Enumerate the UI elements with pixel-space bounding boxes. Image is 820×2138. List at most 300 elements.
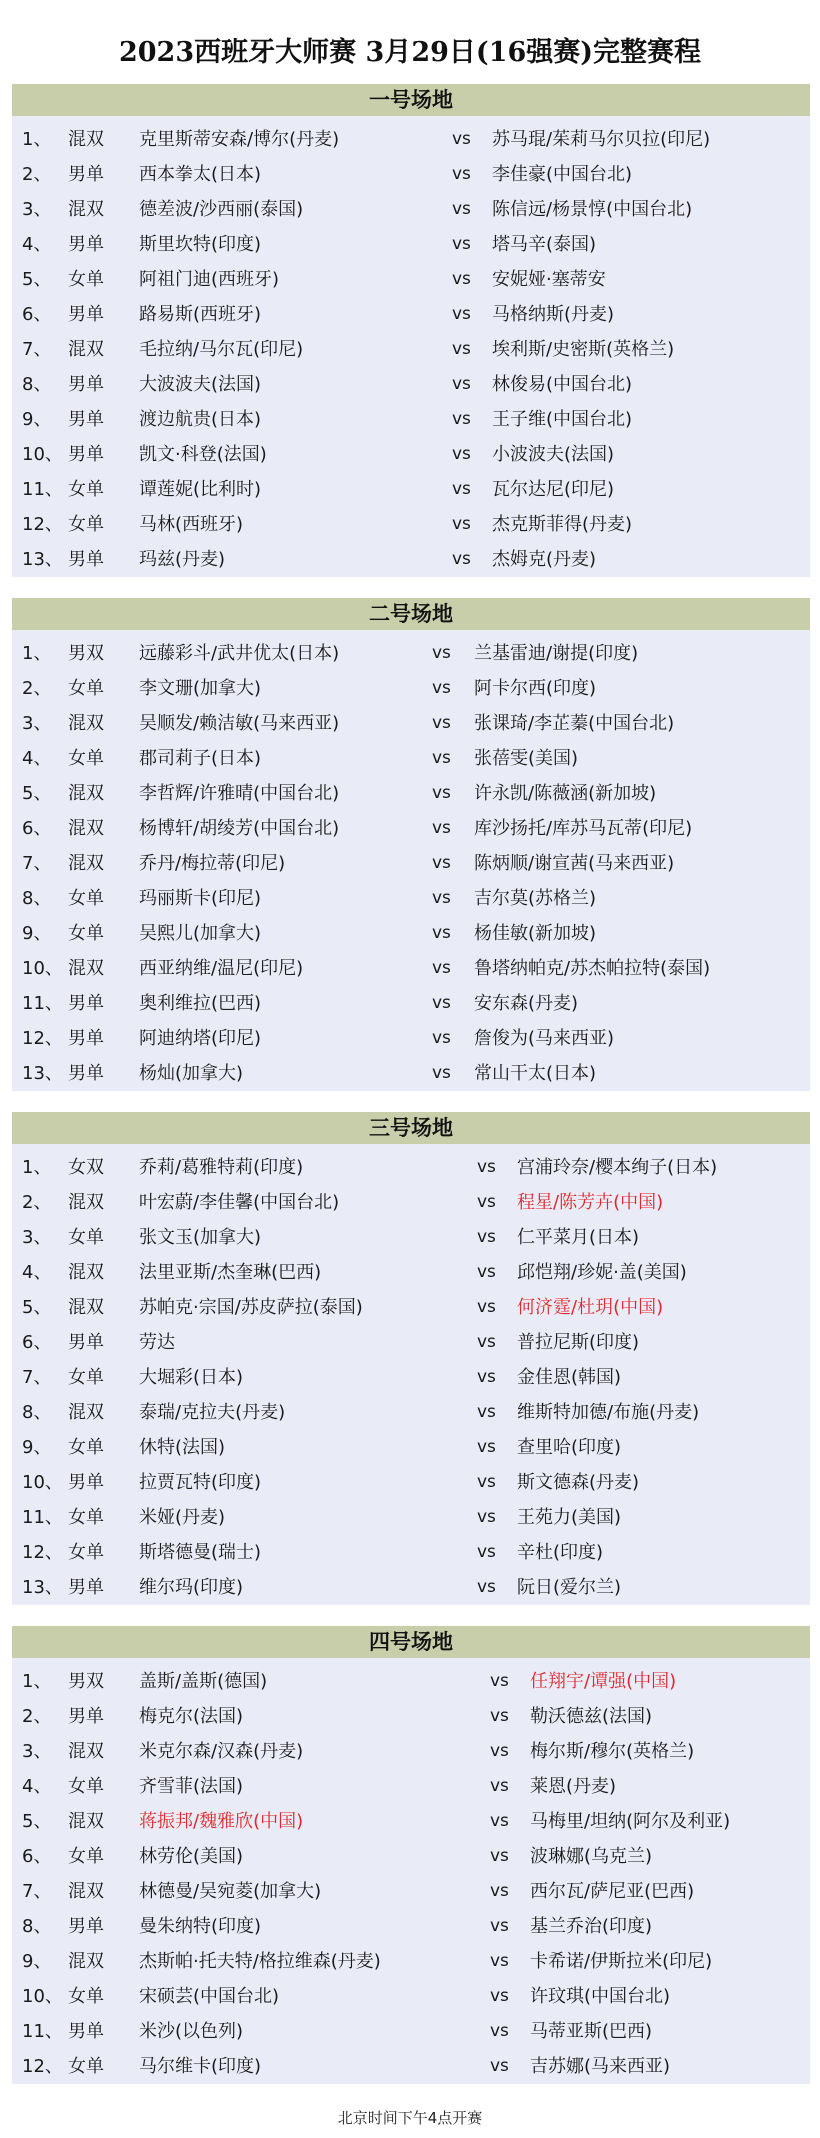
court-header: 一号场地 (12, 84, 810, 116)
match-event: 男单 (68, 444, 104, 465)
match-event: 男单 (68, 2021, 104, 2042)
player-one: 李哲辉/许雅晴(中国台北) (139, 783, 340, 804)
match-event: 女单 (68, 1846, 104, 1867)
match-index: 1、 (22, 643, 52, 664)
match-row (12, 951, 810, 986)
player-two: 王子维(中国台北) (492, 409, 633, 430)
match-row (12, 1944, 810, 1979)
match-index: 3、 (22, 199, 52, 220)
match-event: 男单 (68, 304, 104, 325)
match-index: 9、 (22, 1951, 52, 1972)
player-one: 杨灿(加拿大) (139, 1063, 244, 1084)
player-two: 阿卡尔西(印度) (474, 678, 597, 699)
vs-label: vs (490, 1916, 509, 1936)
match-event: 女单 (68, 1507, 104, 1528)
player-two: 陈信远/杨景惇(中国台北) (492, 199, 693, 220)
match-index: 11、 (22, 993, 63, 1014)
match-row (12, 262, 810, 297)
player-two: 王苑力(美国) (517, 1507, 622, 1528)
player-one: 玛兹(丹麦) (139, 549, 226, 570)
player-one: 谭莲妮(比利时) (139, 479, 262, 500)
match-index: 13、 (22, 1063, 63, 1084)
court-section (12, 84, 810, 577)
match-index: 4、 (22, 1776, 52, 1797)
player-two: 埃利斯/史密斯(英格兰) (492, 339, 675, 360)
match-row (12, 1804, 810, 1839)
player-one: 马林(西班牙) (139, 514, 244, 535)
player-two: 维斯特加德/布施(丹麦) (517, 1402, 700, 1423)
match-index: 3、 (22, 1227, 52, 1248)
player-one: 维尔玛(印度) (139, 1577, 244, 1598)
match-event: 女单 (68, 2056, 104, 2077)
match-row (12, 1570, 810, 1605)
vs-label: vs (477, 1542, 496, 1562)
match-row (12, 1769, 810, 1804)
match-row (12, 1909, 810, 1944)
vs-label: vs (490, 1706, 509, 1726)
match-index: 10、 (22, 1472, 63, 1493)
match-event: 女单 (68, 678, 104, 699)
match-event: 男单 (68, 374, 104, 395)
player-two: 卡希诺/伊斯拉米(印尼) (530, 1951, 713, 1972)
page-title: 2023西班牙大师赛 3月29日(16强赛)完整赛程 (118, 37, 702, 68)
vs-label: vs (452, 479, 471, 499)
match-index: 10、 (22, 1986, 63, 2007)
vs-label: vs (490, 1776, 509, 1796)
player-one: 阿祖门迪(西班牙) (139, 269, 280, 290)
match-row (12, 122, 810, 157)
player-one: 梅克尔(法国) (139, 1706, 244, 1727)
player-two: 梅尔斯/穆尔(英格兰) (530, 1741, 695, 1762)
match-event: 女单 (68, 514, 104, 535)
player-two: 马梅里/坦纳(阿尔及利亚) (530, 1811, 731, 1832)
match-row (12, 1535, 810, 1570)
match-event: 女单 (68, 479, 104, 500)
player-two: 兰基雷迪/谢提(印度) (474, 643, 639, 664)
vs-label: vs (432, 748, 451, 768)
player-two: 鲁塔纳帕克/苏杰帕拉特(泰国) (474, 958, 711, 979)
player-two: 普拉尼斯(印度) (517, 1332, 640, 1353)
vs-label: vs (452, 339, 471, 359)
player-one: 远藤彩斗/武井优太(日本) (139, 643, 340, 664)
match-index: 6、 (22, 1846, 52, 1867)
vs-label: vs (452, 234, 471, 254)
vs-label: vs (490, 2021, 509, 2041)
vs-label: vs (432, 1063, 451, 1083)
match-row (12, 1360, 810, 1395)
player-one: 林劳伦(美国) (139, 1846, 244, 1867)
vs-label: vs (477, 1192, 496, 1212)
match-index: 7、 (22, 339, 52, 360)
match-row (12, 1500, 810, 1535)
player-two: 基兰乔治(印度) (530, 1916, 653, 1937)
vs-label: vs (490, 1846, 509, 1866)
vs-label: vs (452, 304, 471, 324)
player-two: 李佳豪(中国台北) (492, 164, 633, 185)
match-index: 1、 (22, 1671, 52, 1692)
match-event: 混双 (68, 1262, 104, 1283)
vs-label: vs (432, 678, 451, 698)
match-row (12, 507, 810, 542)
match-event: 混双 (68, 1192, 104, 1213)
match-event: 混双 (68, 1402, 104, 1423)
match-event: 混双 (68, 1881, 104, 1902)
match-row (12, 1021, 810, 1056)
match-index: 9、 (22, 923, 52, 944)
match-index: 4、 (22, 1262, 52, 1283)
player-one: 乔莉/葛雅特莉(印度) (139, 1157, 304, 1178)
vs-label: vs (477, 1437, 496, 1457)
match-row (12, 881, 810, 916)
player-two: 瓦尔达尼(印尼) (492, 479, 615, 500)
match-row (12, 1395, 810, 1430)
vs-label: vs (432, 923, 451, 943)
match-event: 女单 (68, 1227, 104, 1248)
vs-label: vs (432, 713, 451, 733)
player-one: 林德曼/吴宛菱(加拿大) (139, 1881, 322, 1902)
player-one: 德差波/沙西丽(泰国) (139, 199, 304, 220)
player-two: 杰姆克(丹麦) (492, 549, 597, 570)
match-event: 男单 (68, 1916, 104, 1937)
match-event: 女单 (68, 1542, 104, 1563)
match-index: 5、 (22, 783, 52, 804)
match-row (12, 1979, 810, 2014)
player-two: 仁平菜月(日本) (517, 1227, 640, 1248)
player-two: 詹俊为(马来西亚) (474, 1028, 615, 1049)
match-row (12, 1255, 810, 1290)
match-row (12, 671, 810, 706)
match-event: 男单 (68, 1577, 104, 1598)
player-one: 毛拉纳/马尔瓦(印尼) (139, 339, 304, 360)
vs-label: vs (432, 993, 451, 1013)
player-two: 许永凯/陈薇涵(新加坡) (474, 783, 657, 804)
match-event: 女双 (68, 1157, 104, 1178)
match-index: 7、 (22, 853, 52, 874)
player-one: 乔丹/梅拉蒂(印尼) (139, 853, 286, 874)
match-event: 混双 (68, 339, 104, 360)
match-index: 12、 (22, 1028, 63, 1049)
match-index: 8、 (22, 374, 52, 395)
match-index: 2、 (22, 1706, 52, 1727)
match-index: 3、 (22, 1741, 52, 1762)
player-one: 吴熙儿(加拿大) (139, 923, 262, 944)
player-two: 杰克斯菲得(丹麦) (492, 514, 633, 535)
match-list (12, 1658, 810, 2084)
vs-label: vs (490, 1951, 509, 1971)
vs-label: vs (452, 374, 471, 394)
match-row (12, 332, 810, 367)
player-two: 小波波夫(法国) (492, 444, 615, 465)
match-index: 4、 (22, 748, 52, 769)
match-event: 女单 (68, 1367, 104, 1388)
match-index: 5、 (22, 269, 52, 290)
vs-label: vs (432, 853, 451, 873)
match-index: 12、 (22, 2056, 63, 2077)
vs-label: vs (452, 199, 471, 219)
player-one: 玛丽斯卡(印尼) (139, 888, 262, 909)
match-event: 男单 (68, 993, 104, 1014)
court-section (12, 598, 810, 1091)
vs-label: vs (452, 549, 471, 569)
vs-label: vs (490, 1986, 509, 2006)
match-row (12, 2014, 810, 2049)
match-list (12, 1144, 810, 1605)
match-event: 男单 (68, 1332, 104, 1353)
match-row (12, 1699, 810, 1734)
player-one: 渡边航贵(日本) (139, 409, 262, 430)
match-event: 男单 (68, 164, 104, 185)
match-index: 6、 (22, 304, 52, 325)
player-one: 拉贾瓦特(印度) (139, 1472, 262, 1493)
match-row (12, 297, 810, 332)
match-row (12, 811, 810, 846)
match-event: 男单 (68, 1706, 104, 1727)
match-event: 混双 (68, 1811, 104, 1832)
player-one: 马尔维卡(印度) (139, 2056, 262, 2077)
player-one: 齐雪菲(法国) (139, 1776, 244, 1797)
player-one: 叶宏蔚/李佳馨(中国台北) (139, 1192, 340, 1213)
match-index: 12、 (22, 514, 63, 535)
match-index: 4、 (22, 234, 52, 255)
match-row (12, 1734, 810, 1769)
match-event: 混双 (68, 713, 104, 734)
vs-label: vs (477, 1332, 496, 1352)
match-event: 男双 (68, 643, 104, 664)
match-row (12, 636, 810, 671)
player-one: 凯文·科登(法国) (139, 444, 267, 465)
match-index: 11、 (22, 479, 63, 500)
match-index: 1、 (22, 129, 52, 150)
player-one: 西亚纳维/温尼(印尼) (139, 958, 304, 979)
match-event: 男单 (68, 1472, 104, 1493)
vs-label: vs (432, 643, 451, 663)
player-one: 奥利维拉(巴西) (139, 993, 262, 1014)
match-index: 12、 (22, 1542, 63, 1563)
vs-label: vs (477, 1367, 496, 1387)
player-two: 程星/陈芳卉(中国) (517, 1192, 664, 1213)
player-two: 何济霆/杜玥(中国) (517, 1297, 664, 1318)
match-row (12, 227, 810, 262)
match-event: 男单 (68, 234, 104, 255)
court-section (12, 1112, 810, 1605)
match-event: 男单 (68, 1063, 104, 1084)
court-header: 三号场地 (12, 1112, 810, 1144)
match-index: 11、 (22, 1507, 63, 1528)
player-two: 西尔瓦/萨尼亚(巴西) (530, 1881, 695, 1902)
match-row (12, 986, 810, 1021)
vs-label: vs (432, 958, 451, 978)
match-index: 10、 (22, 444, 63, 465)
match-event: 男单 (68, 1028, 104, 1049)
match-row (12, 846, 810, 881)
match-row (12, 706, 810, 741)
match-event: 女单 (68, 923, 104, 944)
vs-label: vs (490, 1811, 509, 1831)
player-two: 许玟琪(中国台北) (530, 1986, 671, 2007)
vs-label: vs (477, 1402, 496, 1422)
match-row (12, 192, 810, 227)
court-header: 四号场地 (12, 1626, 810, 1658)
match-event: 混双 (68, 199, 104, 220)
player-one: 曼朱纳特(印度) (139, 1916, 262, 1937)
vs-label: vs (477, 1297, 496, 1317)
player-two: 勒沃德兹(法国) (530, 1706, 653, 1727)
player-one: 米娅(丹麦) (139, 1507, 226, 1528)
footer-note: 北京时间下午4点开赛 (337, 2109, 483, 2127)
vs-label: vs (452, 164, 471, 184)
vs-label: vs (452, 444, 471, 464)
match-index: 10、 (22, 958, 63, 979)
player-one: 杨博轩/胡绫芳(中国台北) (139, 818, 340, 839)
player-one: 杰斯帕·托夫特/格拉维森(丹麦) (139, 1951, 381, 1972)
player-one: 法里亚斯/杰奎琳(巴西) (139, 1262, 322, 1283)
match-index: 11、 (22, 2021, 63, 2042)
vs-label: vs (477, 1262, 496, 1282)
player-one: 斯塔德曼(瑞士) (139, 1542, 262, 1563)
player-two: 苏马琨/茱莉马尔贝拉(印尼) (492, 129, 711, 150)
player-two: 安妮娅·塞蒂安 (492, 269, 606, 290)
match-event: 混双 (68, 818, 104, 839)
player-one: 西本拳太(日本) (139, 164, 262, 185)
match-list (12, 116, 810, 577)
player-one: 克里斯蒂安森/博尔(丹麦) (139, 129, 340, 150)
player-two: 马格纳斯(丹麦) (492, 304, 615, 325)
match-row (12, 1150, 810, 1185)
match-index: 6、 (22, 1332, 52, 1353)
vs-label: vs (452, 514, 471, 534)
player-two: 林俊易(中国台北) (492, 374, 633, 395)
player-two: 吉苏娜(马来西亚) (530, 2056, 671, 2077)
player-one: 郡司莉子(日本) (139, 748, 262, 769)
player-one: 吴顺发/赖洁敏(马来西亚) (139, 713, 340, 734)
player-two: 陈炳顺/谢宣茜(马来西亚) (474, 853, 675, 874)
player-two: 常山干太(日本) (474, 1063, 597, 1084)
match-event: 混双 (68, 1741, 104, 1762)
match-event: 混双 (68, 958, 104, 979)
match-row (12, 1056, 810, 1091)
vs-label: vs (477, 1507, 496, 1527)
player-one: 劳达 (139, 1332, 175, 1353)
match-event: 女单 (68, 1776, 104, 1797)
vs-label: vs (432, 888, 451, 908)
player-one: 米克尔森/汉森(丹麦) (139, 1741, 304, 1762)
player-one: 张文玉(加拿大) (139, 1227, 262, 1248)
player-two: 金佳恩(韩国) (517, 1367, 622, 1388)
player-two: 查里哈(印度) (517, 1437, 622, 1458)
match-index: 2、 (22, 678, 52, 699)
player-one: 阿迪纳塔(印尼) (139, 1028, 262, 1049)
match-index: 6、 (22, 818, 52, 839)
match-event: 男单 (68, 549, 104, 570)
match-event: 女单 (68, 269, 104, 290)
match-row (12, 916, 810, 951)
match-row (12, 776, 810, 811)
match-index: 5、 (22, 1297, 52, 1318)
player-two: 吉尔莫(苏格兰) (474, 888, 597, 909)
match-event: 男单 (68, 409, 104, 430)
match-index: 1、 (22, 1157, 52, 1178)
player-two: 阮日(爱尔兰) (517, 1577, 622, 1598)
player-one: 泰瑞/克拉夫(丹麦) (139, 1402, 286, 1423)
match-index: 3、 (22, 713, 52, 734)
player-two: 任翔宇/谭强(中国) (530, 1671, 677, 1692)
player-one: 米沙(以色列) (139, 2021, 244, 2042)
player-one: 宋硕芸(中国台北) (139, 1986, 280, 2007)
player-two: 安东森(丹麦) (474, 993, 579, 1014)
match-index: 8、 (22, 1402, 52, 1423)
match-index: 8、 (22, 1916, 52, 1937)
player-two: 莱恩(丹麦) (530, 1776, 617, 1797)
match-index: 9、 (22, 409, 52, 430)
match-event: 女单 (68, 888, 104, 909)
vs-label: vs (490, 1671, 509, 1691)
match-row (12, 1874, 810, 1909)
match-row (12, 1839, 810, 1874)
match-index: 2、 (22, 1192, 52, 1213)
vs-label: vs (432, 1028, 451, 1048)
player-two: 张课琦/李芷蓁(中国台北) (474, 713, 675, 734)
match-event: 女单 (68, 1437, 104, 1458)
vs-label: vs (490, 1881, 509, 1901)
player-two: 库沙扬托/库苏马瓦蒂(印尼) (474, 818, 693, 839)
player-one: 大波波夫(法国) (139, 374, 262, 395)
vs-label: vs (452, 129, 471, 149)
player-two: 张蓓雯(美国) (474, 748, 579, 769)
player-two: 波琳娜(乌克兰) (530, 1846, 653, 1867)
match-row (12, 1220, 810, 1255)
match-event: 混双 (68, 1297, 104, 1318)
match-index: 13、 (22, 1577, 63, 1598)
match-event: 混双 (68, 129, 104, 150)
match-row (12, 367, 810, 402)
player-two: 杨佳敏(新加坡) (474, 923, 597, 944)
match-row (12, 542, 810, 577)
match-row (12, 472, 810, 507)
match-index: 7、 (22, 1881, 52, 1902)
player-one: 盖斯/盖斯(德国) (139, 1671, 268, 1692)
vs-label: vs (432, 783, 451, 803)
match-index: 9、 (22, 1437, 52, 1458)
vs-label: vs (432, 818, 451, 838)
vs-label: vs (477, 1472, 496, 1492)
court-section (12, 1626, 810, 2084)
match-row (12, 1430, 810, 1465)
match-event: 女单 (68, 748, 104, 769)
vs-label: vs (452, 269, 471, 289)
match-index: 5、 (22, 1811, 52, 1832)
player-one: 蒋振邦/魏雅欣(中国) (139, 1811, 304, 1832)
match-event: 混双 (68, 853, 104, 874)
match-row (12, 1325, 810, 1360)
match-row (12, 1664, 810, 1699)
match-index: 13、 (22, 549, 63, 570)
vs-label: vs (477, 1157, 496, 1177)
match-index: 2、 (22, 164, 52, 185)
vs-label: vs (490, 2056, 509, 2076)
vs-label: vs (452, 409, 471, 429)
match-index: 7、 (22, 1367, 52, 1388)
player-two: 宫浦玲奈/樱本绚子(日本) (517, 1157, 718, 1178)
player-two: 邱恺翔/珍妮·盖(美国) (517, 1262, 687, 1283)
match-index: 8、 (22, 888, 52, 909)
match-event: 女单 (68, 1986, 104, 2007)
match-row (12, 1185, 810, 1220)
court-header: 二号场地 (12, 598, 810, 630)
player-one: 路易斯(西班牙) (139, 304, 262, 325)
vs-label: vs (490, 1741, 509, 1761)
vs-label: vs (477, 1227, 496, 1247)
match-row (12, 2049, 810, 2084)
